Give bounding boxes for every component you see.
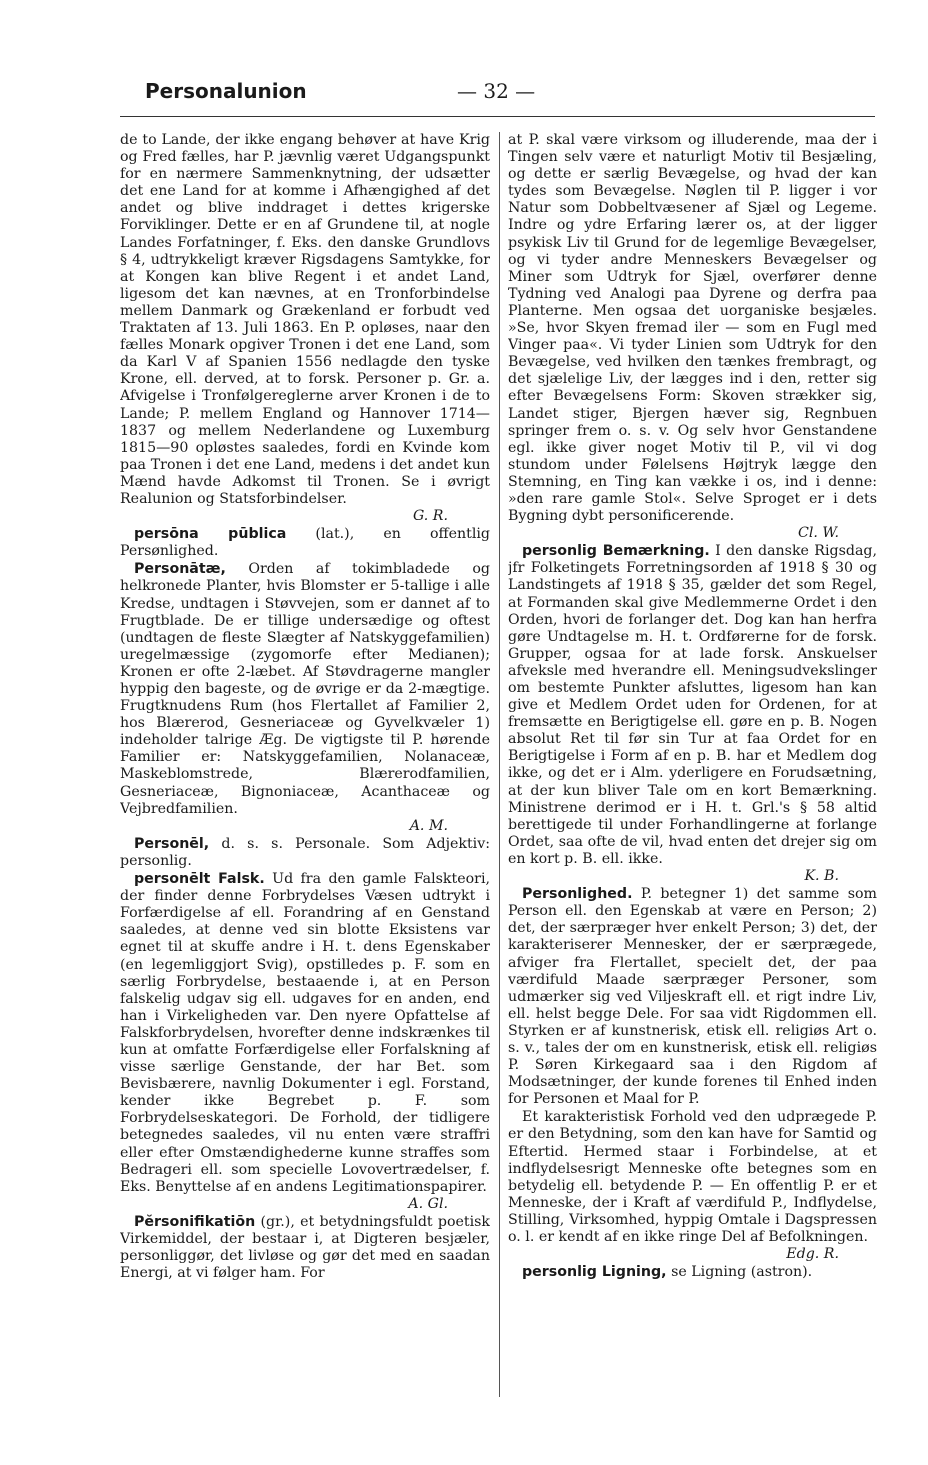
headword: personlig Bemærkning. <box>522 543 710 560</box>
entry-persona-publica <box>120 526 490 560</box>
continued-entry-text: at P. skal være virksom og illuderende, maa der i Tingen selv være et naturligt Motiv til Besjæling, og dette er særlig Bevægelse, og hvad der kan tydes som Bevægelse. Nøglen til P. ligger i vor Natur som Dobbeltvæsener af Sjæl og Legeme. Indre og ydre Erfaring lærer os, at der ligger psykisk Liv til Grund for de legemlige Bevægelser, og vi tyder andre Menneskers Bevægelser og Miner som Udtryk for Sjæl, overfører denne Tydning ved Analogi paa Dyrene og derfra paa Planterne. Men ogsaa det uorganiske besjæles. »Se, hvor Skyen fremad iler — som en Fugl med Vinger paa«. Vi tyder Linien som Udtryk for den Bevægelse, ved hvilken den tænkes frembragt, og det sjælelige Liv, der lægges ind i den, retter sig efter Bevægelsens Form: Skoven strækker sig, Landet stiger, Bjergen hæver sig, Regnbuen springer frem o. s. v. Og selv hvor Genstandene egl. ikke giver noget Motiv til P., vil vi dog stundom under Følelsens Højtryk lægge den Stemning, en Ting kan vække i os, ind i denne: »den rare gamle Stol«. Selve Sproget er i dets Bygning dybt personificerende. Cl. W. <box>508 132 877 542</box>
page-number: — 32 — <box>457 79 536 103</box>
signature: A. M. <box>409 817 448 834</box>
entry-text: P. betegner 1) det samme som Person ell. den Egenskab at være en Person; 2) det, der særpræger hver enkelt Person; 3) det, der karakteriserer Mennesker, der er særprægede, afviger fra Flertallet, specielt det, der paa værdifuld Maade særpræger Personer, som udmærker sig ved Viljeskraft ell. et rigt indre Liv, ell. helst begge Dele. For saa vidt Rigdommen ell. Styrken er af kunstnerisk, etisk ell. religiøs Art o. s. v., tales der om en kunstnerisk, etisk ell. religiøs P. Søren Kirkegaard saa i den Rigdom af Modsætninger, der kunde forenes til Enhed inden for Personen et Maal for P. <box>508 886 877 1108</box>
signature: Cl. W. <box>797 525 839 542</box>
entry-personifikation <box>120 1214 490 1282</box>
entry-text: Ud fra den gamle Falskteori, der finder denne Forbrydelses Væsen udtrykt i Forfærdigelse af ell. Forandring af en Genstand saaledes, at denne ved sin blotte Eksistens var egnet til at skuffe andre i H. t. dens Egenskaber (en legemliggjort Svig), opstilledes p. F. som en særlig Forbrydelse, bestaaende i, at en Person falskelig udgav sig ell. udgaves for en anden, end han i Virkeligheden var. Den nyere Opfattelse af Falskforbrydelsen, hvorefter denne indskrænkes til kun at omfatte Forfærdigelse eller Forfalskning af visse særlige Genstande, der har Bet. som Bevisbærere, navnlig Dokumenter i egl. Forstand, kender ikke Begrebet p. F. som Forbrydelseskategori. De Forhold, der tidligere betegnedes saaledes, vil nu enten være straffri eller efter Omstændighederne kunne straffes som Bedrageri ell. som specielle Lovovertrædelser, f. Eks. Benyttelse af en andens Legitimationspapirer. <box>120 871 490 1195</box>
headword: Personātæ, <box>134 561 226 578</box>
signature: Edg. R. <box>786 1246 839 1263</box>
signature: A. Gl. <box>408 1195 448 1212</box>
entry-personlighed <box>508 886 877 1108</box>
signature: G. R. <box>412 508 448 525</box>
column-divider <box>499 132 500 1397</box>
headword: personēlt Falsk. <box>134 871 265 888</box>
entry-text: se Ligning (astron). <box>666 1264 813 1281</box>
entry-text: (lat.), en offentlig Persønlighed. <box>120 526 490 560</box>
right-column <box>508 132 877 1382</box>
headword: persōna pūblica <box>134 526 287 543</box>
headword: Personlighed. <box>522 886 633 903</box>
signature: K. B. <box>804 868 839 885</box>
page-header <box>145 79 875 109</box>
entry-personatae <box>120 561 490 835</box>
headword: personlig Ligning, <box>522 1264 667 1281</box>
left-column <box>120 132 490 1402</box>
entry-personlig-ligning <box>508 1264 877 1281</box>
continued-entry-text: de to Lande, der ikke engang behøver at have Krig og Fred fælles, har P. jævnlig været Udgangspunkt for en nærmere Sammenknytning, der udsætter det ene Land for at komme i Afhængighed af det andet og blive inddraget i dettes krigerske Forviklinger. Dette er en af Grundene til, at nogle Landes Forfatninger, f. Eks. den danske Grundlovs § 4, udtrykkeligt kræver Rigsdagens Samtykke, for at Kongen kan blive Regent i et andet Land, ligesom det kan nævnes, at en Tronforbindelse mellem Danmark og Grækenland er forbudt ved Traktaten af 13. Juli 1863. En P. opløses, naar den fælles Monark opgiver Tronen i det ene Land, som da Karl V af Spanien 1556 nedlagde den tyske Krone, ell. derved, at to forsk. Personer p. Gr. a. Afvigelse i Tronfølgereglerne arver Kronen i de to Lande; P. mellem England og Hannover 1714—1837 og mellem Nederlandene og Luxemburg 1815—90 opløstes saaledes, fordi en Kvinde kom paa Tronen i det ene Land, medens i det andet kun Mænd havde Adkomst til Tronen. Se i øvrigt Realunion og Statsforbindelser. G. R. <box>120 132 490 525</box>
entry-text: Orden af tokimbladede og helkronede Planter, hvis Blomster er 5-tallige i alle Kredse, undtagen i Støvvejen, som er dannet af to Frugtblade. De er tillige undersædige og oftest (undtagen de fleste Slægter af Natskyggefamilien) uregelmæssige (zygomorfe efter Medianen); Kronen er ofte 2-læbet. Af Støvdragerne mangler hyppig den bageste, og de øvrige er da 2-mægtige. Frugtknudens Rum (hos Flertallet af Familier 2, hos Blærerod, Gesneriaceæ og Gyvelkvæler 1) indeholder talrige Æg. De vigtigste til P. hørende Familier er: Natskyggefamilien, Nolanaceæ, Maskeblomstrede, Blærerodfamilien, Gesneriaceæ, Bignoniaceæ, Acanthaceæ og Vejbredfamilien. <box>120 561 490 817</box>
entry-personel <box>120 836 490 870</box>
entry-text: (gr.), et betydningsfuldt poetisk Virkemiddel, der bestaar i, at Digteren besjæler, personliggør, det livløse og gør det med en saadan Energi, at vi følger ham. For <box>120 1213 490 1282</box>
headword: Personēl, <box>134 835 210 852</box>
header-rule <box>120 116 875 117</box>
entry-personlig-bemaerkning <box>508 543 877 885</box>
headword: Pĕrsonifikatiōn <box>134 1213 256 1230</box>
running-title: Personalunion <box>145 79 307 103</box>
entry-text: d. s. s. Personale. Som Adjektiv: personlig. <box>120 835 490 869</box>
entry-personelt-falsk <box>120 871 490 1213</box>
entry-personlighed-paragraph-2: Et karakteristisk Forhold ved den udprægede P. er den Betydning, som den kan have for Samtid og Eftertid. Hermed staar i Forbindelse, at et indflydelsesrigt Menneske ofte betegnes som en betydelig ell. betydende P. — En offentlig P. er et Menneske, der i Kraft af værdifuld P., Indflydelse, Stilling, Virksomhed, hyppig Omtale i Dagspressen o. l. er kendt af en ikke ringe Del af Befolkningen. Edg. R. <box>508 1109 877 1263</box>
entry-text: I den danske Rigsdag, jfr Folketingets Forretningsorden af 1918 § 30 og Landstingets af 1918 § 35, gælder det som Regel, at Formanden skal give Medlemmerne Ordet i den Orden, hvori de forlanger det. Dog kan han herfra gøre Undtagelse m. H. t. Ordførerne for de forsk. Grupper, ogsaa for at lade forsk. Anskuelser afveksle med hverandre ell. Meningsudvekslinger om bestemte Punkter afsluttes, ligesom han kan give et Medlem Ordet uden for Ordenen, for at fremsætte en Berigtigelse ell. gøre en p. B. Nogen absolut Ret til før sin Tur at faa Ordet for en Berigtigelse i Form af en p. B. har et Medlem dog ikke, og det er i Alm. yderligere en Forudsætning, at der kun bliver Tale om en kort Bemærkning. Ministrene derimod er i H. t. Grl.'s § 58 altid berettigede til under Forhandlingerne at forlange Ordet, saa ofte de vil, hvad enten det drejer sig om en kort p. B. ell. ikke. <box>508 543 877 867</box>
